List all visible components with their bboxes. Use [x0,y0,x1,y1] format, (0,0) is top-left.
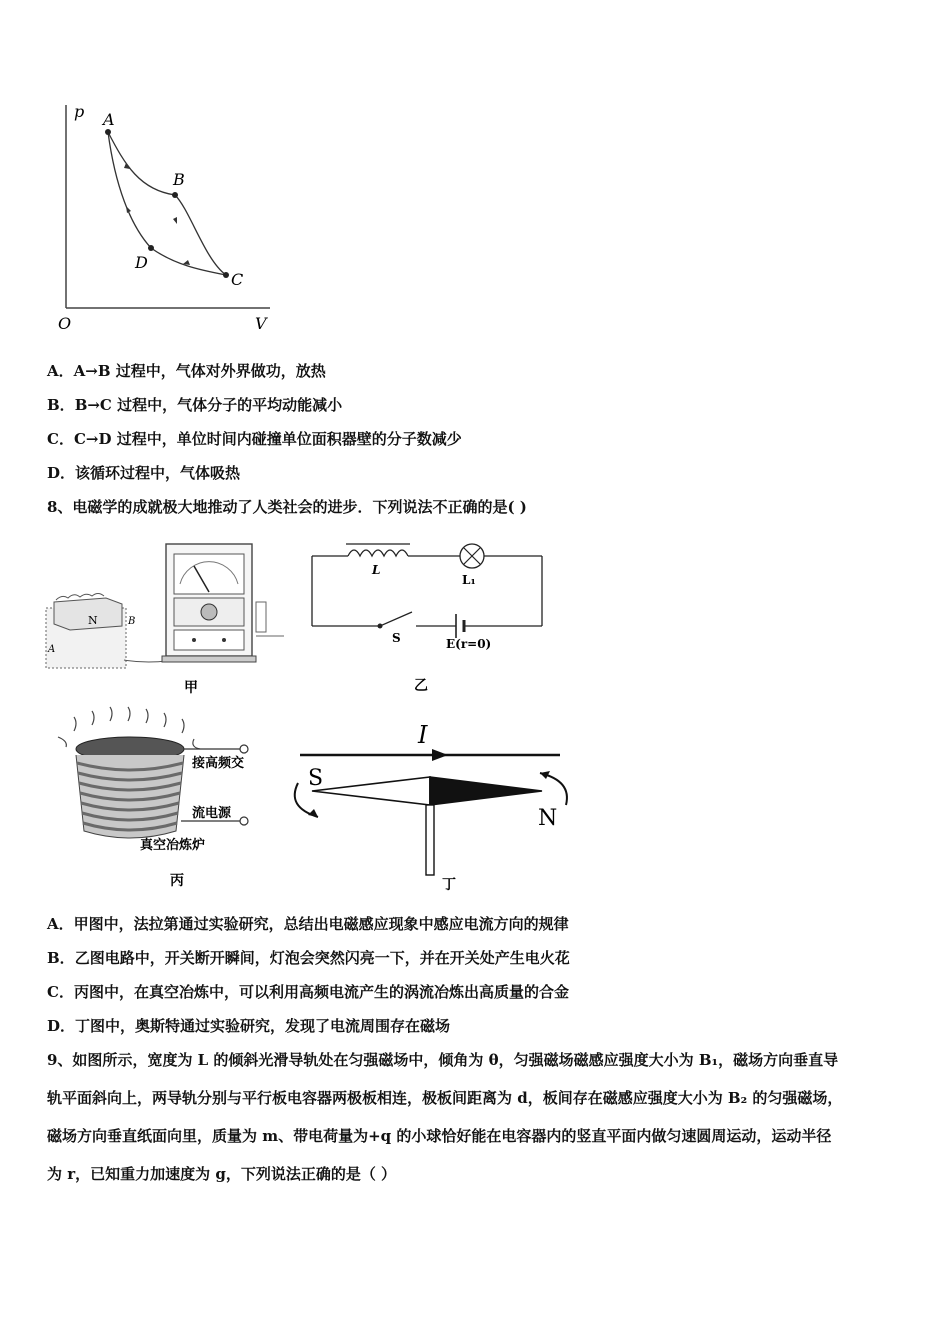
q8-option-a [47,914,569,934]
q9-stem [47,1041,907,1193]
caption-jia: 甲 [184,680,198,696]
terminal-bottom [240,817,248,825]
option-text: C→D 过程中，单位时间内碰撞单位面积器壁的分子数减少 [73,430,462,448]
caption-ding: 丁 [442,877,456,893]
rotation-arrow-n [540,773,567,805]
curve-abc [108,132,226,275]
needle-n-half [430,777,542,805]
switch-blade [380,612,412,626]
q9-line-1: 9、如图所示，宽度为 L 的倾斜光滑导轨处在匀强磁场中，倾角为 θ，匀强磁场磁感应强度大小为 B₁，磁场方向垂直导 [47,1051,839,1069]
option-key: C． [47,983,74,1001]
label-a: A [103,110,115,129]
point-c [223,272,229,278]
point-d [148,245,154,251]
q8-option-d [47,1016,450,1036]
option-key: D． [47,464,76,482]
figure-ding [284,715,574,895]
q7-option-b [47,395,342,415]
label-high-freq: 接高频交 [192,756,245,771]
label-lamp: L₁ [462,573,476,587]
label-a-jia: A [48,644,56,655]
axis-label-p: p [74,102,85,121]
option-key: A． [47,915,74,933]
arrow-bc [173,217,177,224]
magnet-n-label: N [88,614,98,627]
axis-label-v: V [255,314,267,333]
label-inductor: L [372,563,381,577]
label-furnace: 真空冶炼炉 [140,838,206,853]
side-knob [256,602,266,632]
label-pole-n: N [538,806,558,831]
terminal-2 [222,638,226,642]
point-b [172,192,178,198]
terminal-panel [174,630,244,650]
terminal-top [240,745,248,753]
option-text: 甲图中，法拉第通过实验研究，总结出电磁感应现象中感应电流方向的规律 [73,915,569,933]
option-key: D． [47,1017,76,1035]
option-key: C． [47,430,74,448]
option-text: A→B 过程中，气体对外界做功，放热 [73,362,326,380]
label-current: I [418,721,428,749]
label-b: B [173,170,185,189]
needle-stand [426,805,434,875]
inductor-coil [348,550,408,556]
label-pole-s: S [308,766,324,791]
option-key: B． [47,949,75,967]
option-key: A． [47,362,74,380]
origin-label: O [58,314,72,333]
label-power-source: 流电源 [192,806,232,821]
q8-option-c [47,982,569,1002]
figure-yi [300,538,560,698]
option-text: 丙图中，在真空冶炼中，可以利用高频电流产生的涡流冶炼出高质量的合金 [73,983,569,1001]
coil-mechanism [201,604,217,620]
label-c: C [231,270,244,289]
label-d: D [135,253,148,272]
q7-option-a [47,361,326,381]
heat-waves [74,707,184,733]
label-b-jia: B [128,616,136,627]
arrow-da [126,206,131,213]
current-arrow [432,749,448,761]
q8-stem: 8、电磁学的成就极大地推动了人类社会的进步．下列说法不正确的是( ) [47,498,527,516]
terminal-1 [192,638,196,642]
q7-option-c [47,429,462,449]
q7-option-d [47,463,240,483]
label-source: E(r=0) [446,637,492,651]
galvanometer-base [162,656,256,662]
option-text: B→C 过程中，气体分子的平均动能减小 [74,396,343,414]
q8-option-b [47,948,570,968]
q9-line-2: 轨平面斜向上，两导轨分别与平行板电容器两极板相连，极板间距离为 d，板间存在磁感应强度大小为 B₂ 的匀强磁场， [47,1089,843,1107]
point-a [105,129,111,135]
figure-jia [44,540,294,700]
option-text: 该循环过程中，气体吸热 [75,464,241,482]
option-text: 乙图电路中，开关断开瞬间，灯泡会突然闪亮一下，并在开关处产生电火花 [74,949,570,967]
pv-graph [40,95,290,345]
option-key: B． [47,396,75,414]
caption-yi: 乙 [414,678,428,694]
option-text: 丁图中，奥斯特通过实验研究，发现了电流周围存在磁场 [75,1017,451,1035]
q9-line-4: 为 r，已知重力加速度为 g，下列说法正确的是（ ） [47,1165,397,1183]
figure-bing [44,705,284,895]
label-switch: S [392,631,401,645]
q9-line-3: 磁场方向垂直纸面向里，质量为 m、带电荷量为+q 的小球恰好能在电容器内的竖直平面内做匀速圆周运动，运动半径 [47,1127,832,1145]
caption-bing: 丙 [170,873,184,889]
needle-s-half [312,777,430,805]
